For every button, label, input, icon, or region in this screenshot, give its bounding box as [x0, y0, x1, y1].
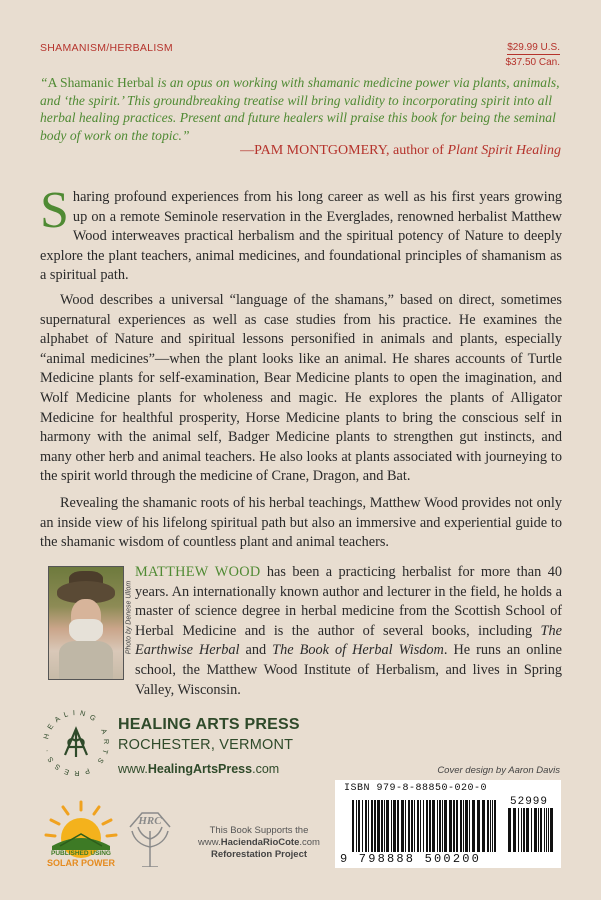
- endorsement-quote: [40, 74, 562, 144]
- barcode-bar: [365, 800, 367, 852]
- reforestation-note: This Book Supports the www.HaciendaRioCote.com Reforestation Project: [184, 825, 334, 861]
- quote-attribution: [240, 143, 561, 159]
- paragraph-1-text: haring profound experiences from his long career as well as his first years growing up on a remote Seminole reservation in the Everglades, renowned herbalist Matthew Wood interweaves practical herbalism and the spiritual potency of Nature to deeply explore the plant teachers, animal medicines, and foundational principles of shamanism as a spiritual path.: [40, 189, 562, 284]
- barcode-bar: [531, 808, 532, 852]
- barcode-bar: [548, 808, 549, 852]
- barcode-bar: [534, 808, 537, 852]
- barcode-bar: [386, 800, 389, 852]
- barcode-bar: [477, 800, 480, 852]
- barcode-bar: [469, 800, 470, 852]
- barcode-bar: [397, 800, 399, 852]
- healing-arts-press-logo-icon: [40, 707, 112, 779]
- barcode-bar: [465, 800, 468, 852]
- quote-text: is an opus on working with shamanic medicine power via plants, animals, and ‘the spirit.’ This groundbreaking treatise will bring validity to incorporating spirit into all herbal healing practices. Present and future healers will praise this book for being the seminal body of work on the topic.”: [40, 75, 560, 143]
- barcode-bar: [362, 800, 363, 852]
- barcode-bar: [405, 800, 406, 852]
- solar-line-2: SOLAR POWER: [46, 858, 115, 868]
- publisher-name: HEALING ARTS PRESS: [118, 716, 300, 733]
- description-paragraph-1: [40, 182, 562, 286]
- category-label: SHAMANISM/HERBALISM: [40, 42, 173, 54]
- addon-barcode-icon: [508, 808, 554, 852]
- barcode-bar: [449, 800, 452, 852]
- barcode-bar: [356, 800, 357, 852]
- barcode-bar: [492, 800, 493, 852]
- barcode-bar: [487, 800, 489, 852]
- barcode-bar: [513, 808, 516, 852]
- barcode-bar: [401, 800, 404, 852]
- barcode-bar: [368, 800, 369, 852]
- drop-cap: S: [40, 182, 69, 239]
- price-us: $29.99 U.S.: [507, 42, 560, 53]
- quote-book-title: A Shamanic Herbal: [47, 75, 155, 90]
- barcode-bar: [374, 800, 376, 852]
- barcode-bar: [408, 800, 410, 852]
- barcode-bar: [358, 800, 360, 852]
- barcode-bar: [417, 800, 419, 852]
- barcode-bar: [463, 800, 464, 852]
- barcode-bar: [490, 800, 491, 852]
- barcode-bar: [538, 808, 539, 852]
- barcode-bar: [526, 808, 529, 852]
- barcode-bar: [453, 800, 455, 852]
- barcode-bar: [442, 800, 443, 852]
- attribution-name: —PAM MONTGOMERY,: [240, 143, 390, 158]
- book-title-2: The Book of Herbal Wisdom: [272, 642, 444, 659]
- open-quote: “: [40, 75, 48, 90]
- emblem-ring-text: H E A L I N G A R T S P R E S S ·: [41, 707, 112, 779]
- barcode-bar: [381, 800, 383, 852]
- barcode-bar: [432, 800, 435, 852]
- barcode-bar: [437, 800, 438, 852]
- barcode-bar: [429, 800, 431, 852]
- hrc-logo-text: HRC: [138, 815, 162, 827]
- barcode-bar: [371, 800, 373, 852]
- barcode-bar: [460, 800, 462, 852]
- attribution-book: Plant Spirit Healing: [447, 143, 561, 158]
- barcode-bar: [540, 808, 542, 852]
- hrc-url[interactable]: www.HaciendaRioCote.com: [198, 837, 320, 848]
- barcode-bar: [423, 800, 424, 852]
- ean-barcode-icon: [352, 800, 496, 852]
- barcode-bar: [411, 800, 413, 852]
- barcode-bar: [456, 800, 458, 852]
- price-can: $37.50 Can.: [505, 57, 560, 68]
- hrc-tree-logo-icon: [122, 807, 178, 867]
- barcode-bar: [393, 800, 396, 852]
- author-bio: MATTHEW WOOD has been a practicing herbalist for more than 40 years. An internationally known author and lecturer in the field, he holds a master of science degree in herbal medicine from the Scottish School of Herbal Medicine and is the author of several books, including The Earthwise Herbal and The Book of Herbal Wisdom. He runs an online school, the Matthew Wood Institute of Herbalism, and lives in Spring Valley, Wisconsin.: [135, 564, 562, 698]
- barcode-bar: [518, 808, 519, 852]
- publisher-location: ROCHESTER, VERMONT: [118, 737, 294, 753]
- barcode-bar: [377, 800, 380, 852]
- barcode-bar: [352, 800, 354, 852]
- barcode-bar: [544, 808, 545, 852]
- attribution-role: author of: [389, 143, 448, 158]
- barcode-bar: [521, 808, 522, 852]
- description-paragraph-2: Wood describes a universal “language of the shamans,” based on direct, sometimes supernatural experiences as well as case studies from his practice. He examines the alphabet of Nature and spiritual lessons personified in animals and plants, especially “animal medicines”—when the plant looks like an animal. He shares accounts of Turtle Medicine plants for self-examination, Bear Medicine plants to open the imagination, and Wolf Medicine plants for wholeness and magic. He explores the plants of Alligator Medicine for healthful prosperity, Horse Medicine plants to bring the conscious self in harmony with the animal self, Badger Medicine plants to strengthen gut instincts, and many other herb and animal teachers. He also looks at plants associated with journeying to the spirit world through the medicine of Crane, Dragon, and Bat.: [40, 292, 562, 485]
- barcode-bar: [384, 800, 385, 852]
- barcode-bar: [439, 800, 441, 852]
- barcode-bar: [494, 800, 496, 852]
- barcode-addon-number: 52999: [510, 796, 549, 808]
- barcode-bar: [426, 800, 428, 852]
- barcode-bar: [420, 800, 421, 852]
- barcode-bar: [508, 808, 511, 852]
- barcode-bar: [523, 808, 525, 852]
- barcode-bar: [472, 800, 475, 852]
- description-paragraph-3: Revealing the shamanic roots of his herbal teachings, Matthew Wood provides not only an inside view of his lifelong spiritual path but also an immersive and experiential guide to the shamanic wisdom of countless plant and animal teachers.: [40, 495, 562, 551]
- author-photo: [48, 566, 124, 680]
- barcode-bar: [444, 800, 447, 852]
- isbn-text: ISBN 979-8-88850-020-0: [344, 783, 488, 794]
- barcode-bar: [482, 800, 485, 852]
- author-name: MATTHEW WOOD: [135, 564, 261, 580]
- publisher-url[interactable]: www.HealingArtsPress.com: [118, 762, 280, 776]
- book-title-1: The Earthwise Herbal: [135, 622, 562, 659]
- cover-design-credit: Cover design by Aaron Davis: [437, 765, 560, 776]
- barcode-bar: [550, 808, 553, 852]
- barcode-bar: [414, 800, 415, 852]
- barcode-bar: [391, 800, 392, 852]
- photo-credit: Photo by Denese Ullom: [125, 580, 133, 655]
- barcode-bar: [546, 808, 547, 852]
- solar-line-1: PUBLISHED USING: [51, 850, 111, 857]
- ean-digits: 9 798888 500200: [340, 852, 482, 866]
